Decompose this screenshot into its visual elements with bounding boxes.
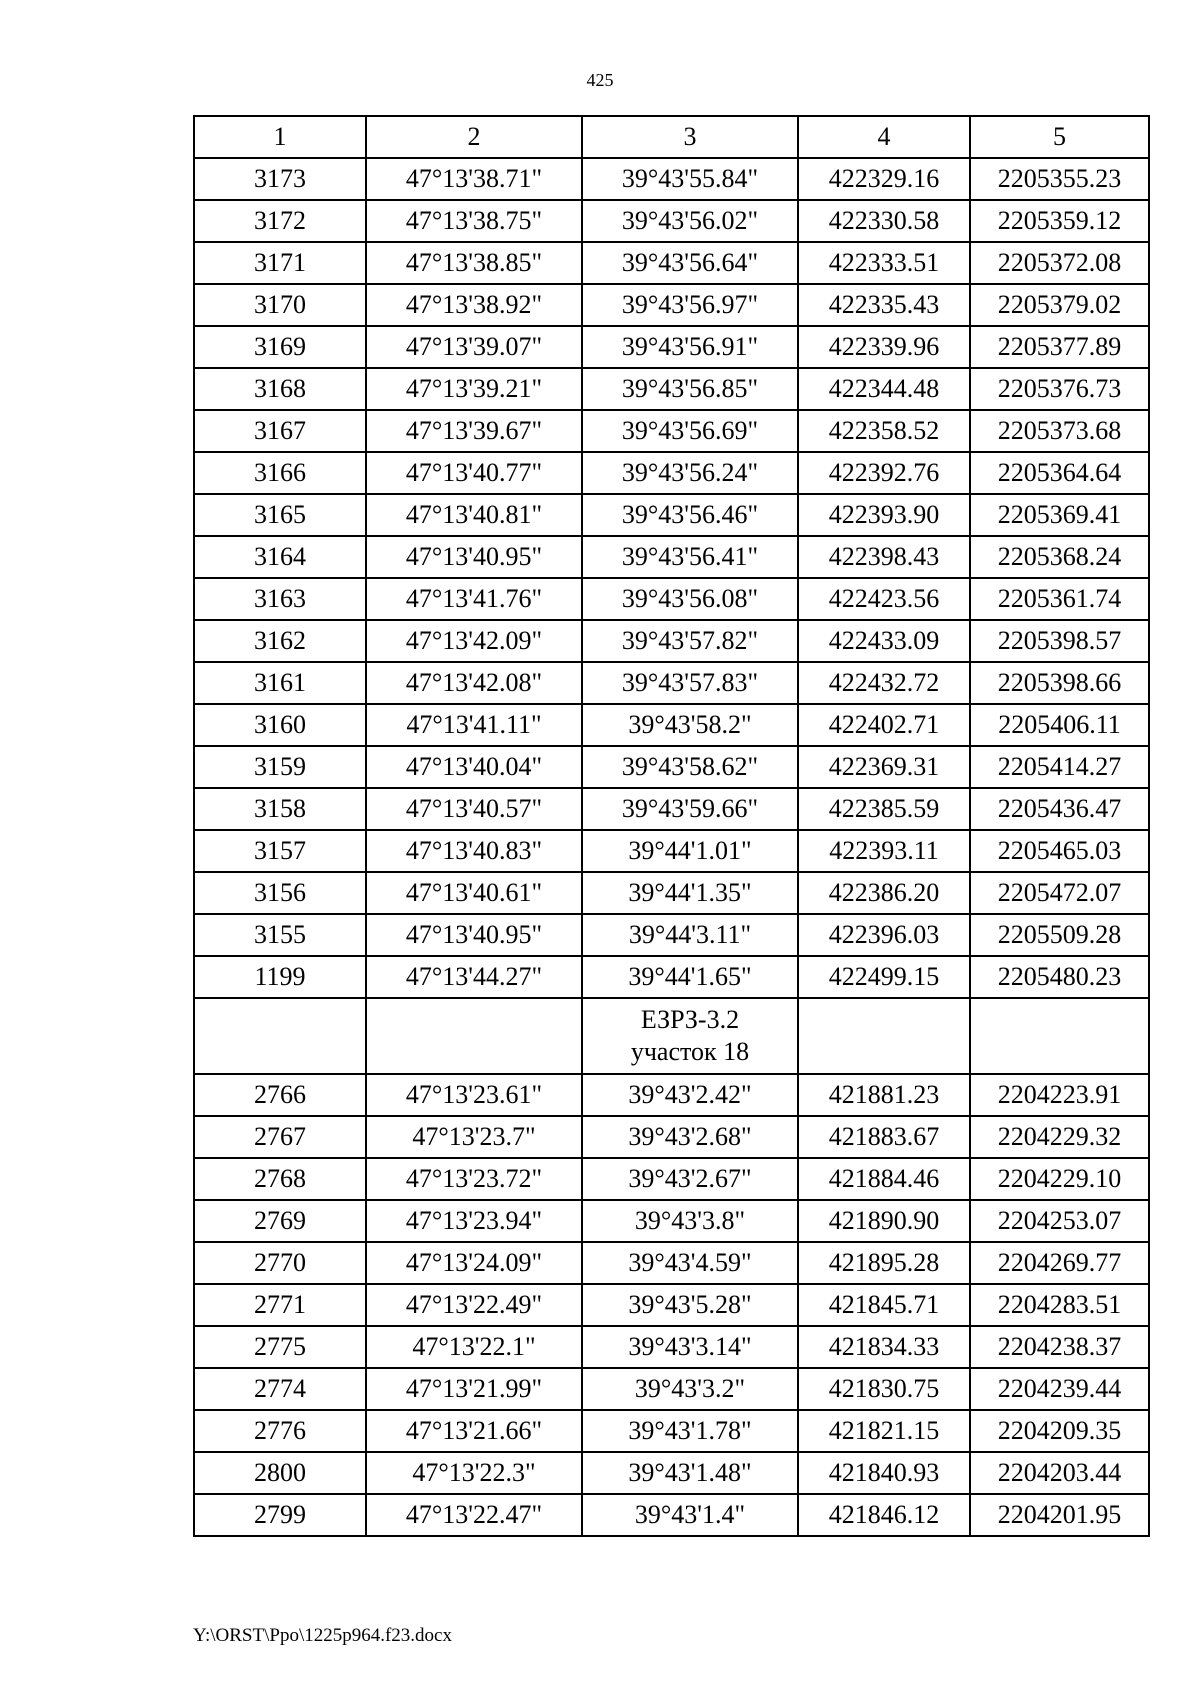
latitude-cell: 47°13'23.7" [366, 1116, 582, 1158]
latitude-cell: 47°13'38.85" [366, 242, 582, 284]
latitude-cell: 47°13'44.27" [366, 956, 582, 998]
latitude-cell: 47°13'40.95" [366, 536, 582, 578]
table-row [194, 368, 1149, 410]
longitude-cell: 39°44'1.35" [582, 872, 798, 914]
point-number-cell: 3173 [194, 158, 366, 200]
coord-y-cell: 2205376.73 [970, 368, 1149, 410]
latitude-cell: 47°13'23.72" [366, 1158, 582, 1200]
coord-x-cell: 421845.71 [798, 1284, 970, 1326]
latitude-cell: 47°13'22.3" [366, 1452, 582, 1494]
coord-y-cell: 2205377.89 [970, 326, 1149, 368]
latitude-cell: 47°13'40.04" [366, 746, 582, 788]
point-number-cell: 3155 [194, 914, 366, 956]
point-number-cell: 2776 [194, 1410, 366, 1452]
point-number-cell: 3160 [194, 704, 366, 746]
table-header-row [194, 116, 1149, 158]
table-row [194, 200, 1149, 242]
column-header: 5 [970, 116, 1149, 158]
coord-x-cell: 421883.67 [798, 1116, 970, 1158]
column-header: 1 [194, 116, 366, 158]
coord-y-cell: 2205355.23 [970, 158, 1149, 200]
coord-x-cell: 422396.03 [798, 914, 970, 956]
coord-x-cell: 421821.15 [798, 1410, 970, 1452]
latitude-cell: 47°13'39.21" [366, 368, 582, 410]
point-number-cell: 3156 [194, 872, 366, 914]
coord-y-cell: 2204229.10 [970, 1158, 1149, 1200]
table-row [194, 326, 1149, 368]
longitude-cell: 39°43'3.8" [582, 1200, 798, 1242]
point-number-cell: 3171 [194, 242, 366, 284]
point-number-cell: 3165 [194, 494, 366, 536]
point-number-cell: 2768 [194, 1158, 366, 1200]
column-header: 3 [582, 116, 798, 158]
longitude-cell: 39°43'56.24" [582, 452, 798, 494]
coord-x-cell: 421834.33 [798, 1326, 970, 1368]
coord-y-cell: 2205359.12 [970, 200, 1149, 242]
footer-file-path: Y:\ORST\Ppo\1225p964.f23.docx [193, 1625, 452, 1646]
coord-x-cell: 422393.90 [798, 494, 970, 536]
latitude-cell: 47°13'22.47" [366, 1494, 582, 1536]
coord-x-cell: 421890.90 [798, 1200, 970, 1242]
table-row [194, 662, 1149, 704]
coord-x-cell: 421830.75 [798, 1368, 970, 1410]
point-number-cell: 3162 [194, 620, 366, 662]
coord-y-cell: 2205373.68 [970, 410, 1149, 452]
table-row [194, 284, 1149, 326]
longitude-cell: 39°44'3.11" [582, 914, 798, 956]
coord-x-cell: 422385.59 [798, 788, 970, 830]
latitude-cell: 47°13'39.07" [366, 326, 582, 368]
coord-y-cell: 2205509.28 [970, 914, 1149, 956]
latitude-cell: 47°13'39.67" [366, 410, 582, 452]
coord-y-cell: 2205369.41 [970, 494, 1149, 536]
longitude-cell: 39°43'4.59" [582, 1242, 798, 1284]
longitude-cell: 39°43'56.02" [582, 200, 798, 242]
coord-y-cell: 2205398.66 [970, 662, 1149, 704]
coord-y-cell: 2205406.11 [970, 704, 1149, 746]
coord-x-cell: 422393.11 [798, 830, 970, 872]
zone-code: ЕЗРЗ-3.2 [640, 1004, 740, 1034]
latitude-cell: 47°13'21.99" [366, 1368, 582, 1410]
longitude-cell: 39°43'57.83" [582, 662, 798, 704]
latitude-cell: 47°13'40.95" [366, 914, 582, 956]
coord-x-cell: 422499.15 [798, 956, 970, 998]
coord-x-cell: 422423.56 [798, 578, 970, 620]
coord-y-cell: 2204239.44 [970, 1368, 1149, 1410]
longitude-cell: 39°44'1.01" [582, 830, 798, 872]
table-row [194, 1200, 1149, 1242]
point-number-cell: 2774 [194, 1368, 366, 1410]
coord-y-cell: 2204209.35 [970, 1410, 1149, 1452]
point-number-cell: 3158 [194, 788, 366, 830]
coord-y-cell: 2205364.64 [970, 452, 1149, 494]
point-number-cell: 2799 [194, 1494, 366, 1536]
longitude-cell: 39°43'56.69" [582, 410, 798, 452]
empty-cell [970, 998, 1149, 1074]
latitude-cell: 47°13'42.08" [366, 662, 582, 704]
coord-y-cell: 2204269.77 [970, 1242, 1149, 1284]
longitude-cell: 39°43'56.91" [582, 326, 798, 368]
coord-x-cell: 421884.46 [798, 1158, 970, 1200]
table-row [194, 452, 1149, 494]
longitude-cell: 39°43'1.4" [582, 1494, 798, 1536]
point-number-cell: 2767 [194, 1116, 366, 1158]
coord-y-cell: 2205436.47 [970, 788, 1149, 830]
table-row [194, 158, 1149, 200]
longitude-cell: 39°43'56.97" [582, 284, 798, 326]
longitude-cell: 39°43'2.67" [582, 1158, 798, 1200]
latitude-cell: 47°13'38.71" [366, 158, 582, 200]
longitude-cell: 39°43'2.68" [582, 1116, 798, 1158]
coord-x-cell: 422432.72 [798, 662, 970, 704]
table-row [194, 1368, 1149, 1410]
table-row [194, 1284, 1149, 1326]
latitude-cell: 47°13'40.81" [366, 494, 582, 536]
coord-y-cell: 2204223.91 [970, 1074, 1149, 1116]
coord-x-cell: 421881.23 [798, 1074, 970, 1116]
point-number-cell: 2766 [194, 1074, 366, 1116]
table-row [194, 914, 1149, 956]
point-number-cell: 3169 [194, 326, 366, 368]
coord-x-cell: 422329.16 [798, 158, 970, 200]
coord-y-cell: 2205368.24 [970, 536, 1149, 578]
latitude-cell: 47°13'38.75" [366, 200, 582, 242]
coord-y-cell: 2205472.07 [970, 872, 1149, 914]
table-row [194, 830, 1149, 872]
longitude-cell: 39°43'5.28" [582, 1284, 798, 1326]
longitude-cell: 39°43'56.85" [582, 368, 798, 410]
coord-x-cell: 421840.93 [798, 1452, 970, 1494]
coord-x-cell: 421846.12 [798, 1494, 970, 1536]
column-header: 2 [366, 116, 582, 158]
coord-x-cell: 422386.20 [798, 872, 970, 914]
latitude-cell: 47°13'40.57" [366, 788, 582, 830]
longitude-cell: 39°43'1.78" [582, 1410, 798, 1452]
latitude-cell: 47°13'22.49" [366, 1284, 582, 1326]
coord-y-cell: 2204238.37 [970, 1326, 1149, 1368]
latitude-cell: 47°13'23.61" [366, 1074, 582, 1116]
table-row [194, 1242, 1149, 1284]
longitude-cell: 39°43'56.41" [582, 536, 798, 578]
point-number-cell: 3164 [194, 536, 366, 578]
latitude-cell: 47°13'40.77" [366, 452, 582, 494]
longitude-cell: 39°43'2.42" [582, 1074, 798, 1116]
coord-x-cell: 422339.96 [798, 326, 970, 368]
longitude-cell: 39°43'58.62" [582, 746, 798, 788]
point-number-cell: 3167 [194, 410, 366, 452]
coord-y-cell: 2205398.57 [970, 620, 1149, 662]
longitude-cell: 39°43'59.66" [582, 788, 798, 830]
coord-y-cell: 2204229.32 [970, 1116, 1149, 1158]
coord-y-cell: 2205372.08 [970, 242, 1149, 284]
table-row [194, 242, 1149, 284]
point-number-cell: 1199 [194, 956, 366, 998]
coordinates-table [193, 115, 1150, 1537]
coord-y-cell: 2205480.23 [970, 956, 1149, 998]
latitude-cell: 47°13'41.76" [366, 578, 582, 620]
empty-cell [194, 998, 366, 1074]
point-number-cell: 2771 [194, 1284, 366, 1326]
latitude-cell: 47°13'42.09" [366, 620, 582, 662]
zone-label-cell [582, 998, 798, 1074]
coord-x-cell: 422358.52 [798, 410, 970, 452]
longitude-cell: 39°43'3.2" [582, 1368, 798, 1410]
point-number-cell: 3172 [194, 200, 366, 242]
table-row [194, 1116, 1149, 1158]
coord-x-cell: 422330.58 [798, 200, 970, 242]
coord-y-cell: 2205465.03 [970, 830, 1149, 872]
latitude-cell: 47°13'38.92" [366, 284, 582, 326]
table-row [194, 494, 1149, 536]
point-number-cell: 2775 [194, 1326, 366, 1368]
point-number-cell: 2769 [194, 1200, 366, 1242]
coord-y-cell: 2204203.44 [970, 1452, 1149, 1494]
table-row [194, 872, 1149, 914]
longitude-cell: 39°43'56.46" [582, 494, 798, 536]
page-number: 425 [586, 70, 614, 90]
longitude-cell: 39°43'56.08" [582, 578, 798, 620]
coord-y-cell: 2205361.74 [970, 578, 1149, 620]
coord-x-cell: 422398.43 [798, 536, 970, 578]
point-number-cell: 3168 [194, 368, 366, 410]
point-number-cell: 3159 [194, 746, 366, 788]
coord-x-cell: 422344.48 [798, 368, 970, 410]
column-header: 4 [798, 116, 970, 158]
table-row [194, 788, 1149, 830]
point-number-cell: 3163 [194, 578, 366, 620]
zone-heading-row [194, 998, 1149, 1074]
table-row [194, 620, 1149, 662]
coord-y-cell: 2204253.07 [970, 1200, 1149, 1242]
coord-y-cell: 2205414.27 [970, 746, 1149, 788]
point-number-cell: 3157 [194, 830, 366, 872]
table-row [194, 1452, 1149, 1494]
table-row [194, 410, 1149, 452]
latitude-cell: 47°13'40.61" [366, 872, 582, 914]
longitude-cell: 39°43'55.84" [582, 158, 798, 200]
coord-x-cell: 422333.51 [798, 242, 970, 284]
coord-y-cell: 2204283.51 [970, 1284, 1149, 1326]
point-number-cell: 3170 [194, 284, 366, 326]
coord-x-cell: 422369.31 [798, 746, 970, 788]
table-row [194, 1410, 1149, 1452]
point-number-cell: 2800 [194, 1452, 366, 1494]
coord-x-cell: 422335.43 [798, 284, 970, 326]
coord-x-cell: 422392.76 [798, 452, 970, 494]
empty-cell [798, 998, 970, 1074]
table-row [194, 704, 1149, 746]
latitude-cell: 47°13'22.1" [366, 1326, 582, 1368]
point-number-cell: 3166 [194, 452, 366, 494]
coord-x-cell: 421895.28 [798, 1242, 970, 1284]
table-row [194, 956, 1149, 998]
longitude-cell: 39°43'3.14" [582, 1326, 798, 1368]
longitude-cell: 39°43'56.64" [582, 242, 798, 284]
longitude-cell: 39°43'58.2" [582, 704, 798, 746]
latitude-cell: 47°13'40.83" [366, 830, 582, 872]
latitude-cell: 47°13'23.94" [366, 1200, 582, 1242]
table-row [194, 1158, 1149, 1200]
latitude-cell: 47°13'21.66" [366, 1410, 582, 1452]
point-number-cell: 3161 [194, 662, 366, 704]
point-number-cell: 2770 [194, 1242, 366, 1284]
coord-y-cell: 2204201.95 [970, 1494, 1149, 1536]
coord-x-cell: 422402.71 [798, 704, 970, 746]
table-row [194, 536, 1149, 578]
empty-cell [366, 998, 582, 1074]
coord-x-cell: 422433.09 [798, 620, 970, 662]
longitude-cell: 39°43'57.82" [582, 620, 798, 662]
longitude-cell: 39°43'1.48" [582, 1452, 798, 1494]
table-row [194, 1494, 1149, 1536]
zone-plot-label: участок 18 [630, 1037, 750, 1066]
longitude-cell: 39°44'1.65" [582, 956, 798, 998]
table-row [194, 1326, 1149, 1368]
latitude-cell: 47°13'24.09" [366, 1242, 582, 1284]
coord-y-cell: 2205379.02 [970, 284, 1149, 326]
table-row [194, 1074, 1149, 1116]
table-row [194, 746, 1149, 788]
table-row [194, 578, 1149, 620]
latitude-cell: 47°13'41.11" [366, 704, 582, 746]
